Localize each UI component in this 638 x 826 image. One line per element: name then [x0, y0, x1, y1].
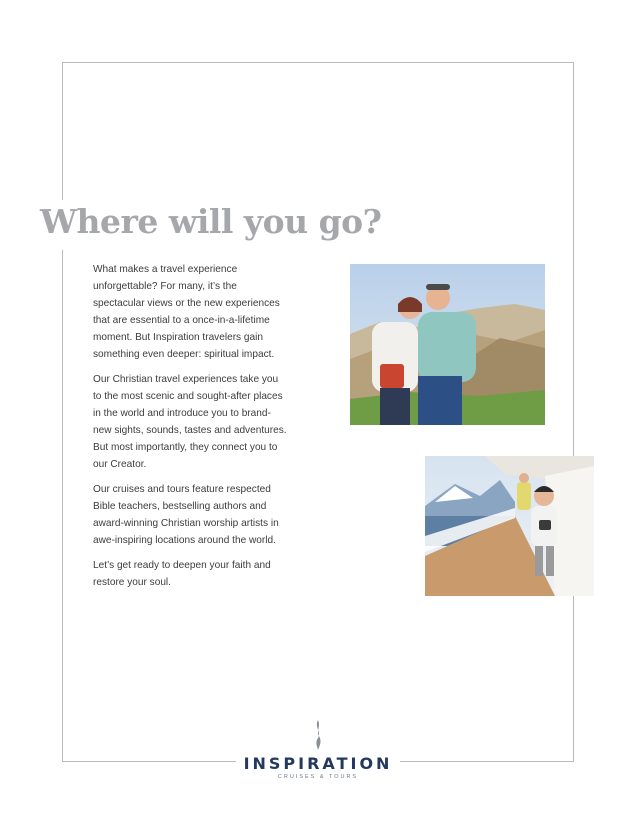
logo-wordmark: INSPIRATION — [243, 754, 393, 773]
logo-tagline: CRUISES & TOURS — [277, 774, 359, 780]
couple-photo — [350, 264, 545, 425]
paragraph-2: Our Christian travel experiences take you to the most scenic and sought-after places in the world and introduce you to brand-new sights, sounds, tastes and adventures. But most importantly, they connect you to our Creator. — [93, 374, 287, 470]
page-headline: Where will you go? — [40, 202, 382, 241]
ship-deck-photo — [425, 456, 594, 596]
body-text — [93, 261, 289, 599]
inspiration-logo — [236, 720, 400, 780]
paragraph-3: Our cruises and tours feature respected Bible teachers, bestselling authors and award-winning Christian worship artists in awe-inspiring locations around the world. — [93, 484, 279, 546]
paragraph-1: What makes a travel experience unforgettable? For many, it’s the spectacular views or the new experiences that are essential to a once-in-a-lifetime moment. But Inspiration travelers gain something even deeper: spiritual impact. — [93, 264, 280, 360]
flame-icon — [312, 720, 324, 750]
paragraph-4: Let’s get ready to deepen your faith and restore your soul. — [93, 560, 271, 588]
